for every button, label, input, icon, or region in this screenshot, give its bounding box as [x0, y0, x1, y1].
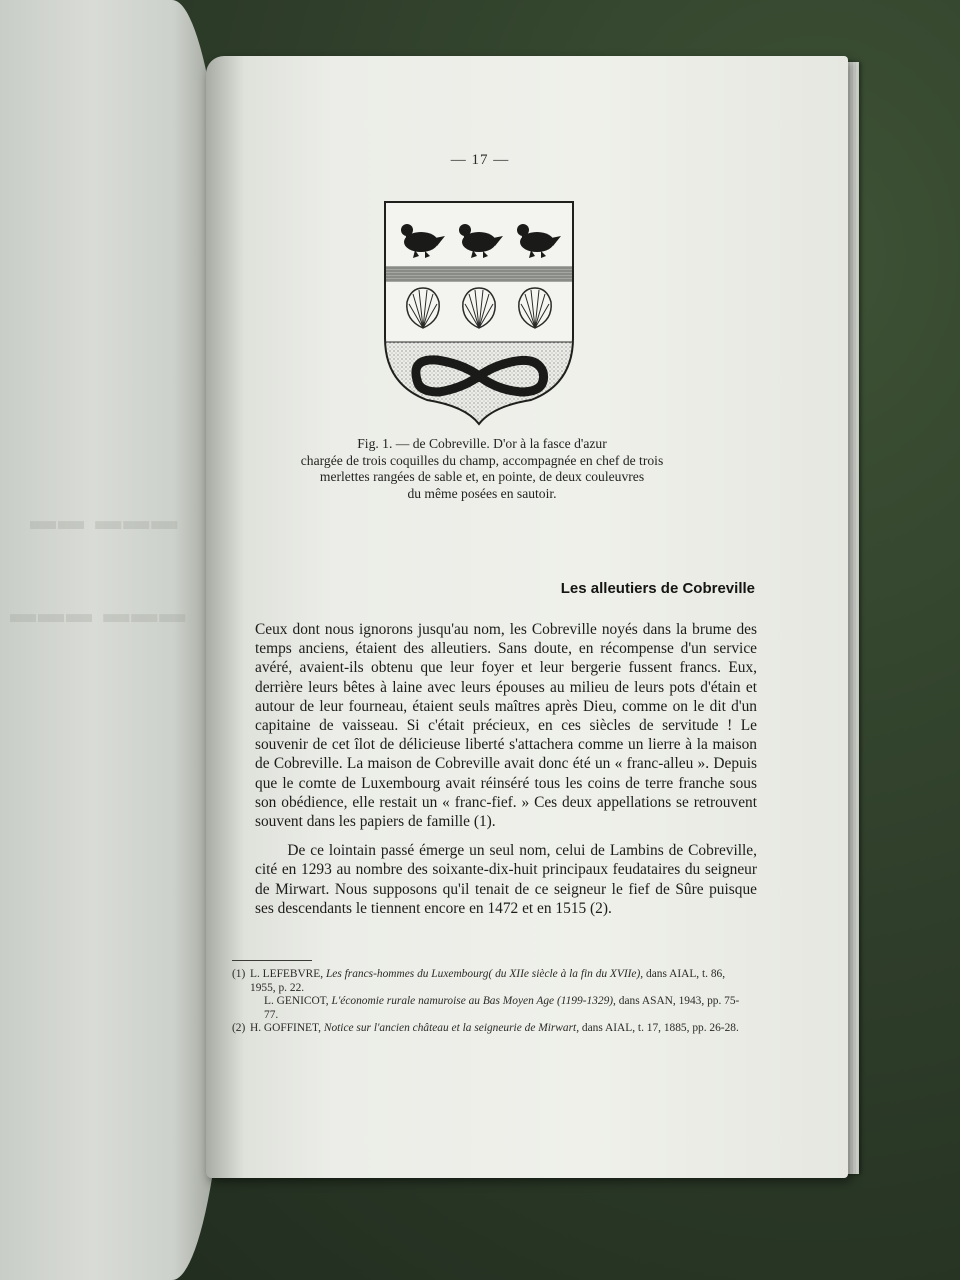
paragraph: De ce lointain passé émerge un seul nom, celui de Lambins de Cobreville, cité en 1293 au nombre des soixante-dix-huit principaux feudataires du seigneur de Mirwart. Nous supposons qu'il tenait de ce seigneur le fief de Sûre puisque ses descendants le tiennent encore en 1472 et en 1515 (2). — [255, 842, 757, 917]
footnote-marker: (1) — [232, 968, 246, 980]
page-number: — 17 — — [450, 152, 510, 168]
caption-line: Fig. 1. — de Cobreville. D'or à la fasce d'azur — [357, 436, 607, 451]
footnote-author: H. GOFFINET, — [250, 1022, 321, 1035]
figure-caption — [262, 436, 702, 502]
paragraph: Ceux dont nous ignorons jusqu'au nom, les Cobreville noyés dans la brume des temps anciens, étaient des alleutiers. Sans doute, en récompense d'un service avéré, avaient-ils obtenu que leur foyer et leur bergerie fussent francs. Eux, derrière leurs bêtes à laine avec leurs épouses au milieu de leurs pots d'étain et autour de leur fourneau, étaient seuls maîtres après Dieu, comme on le dit d'un capitaine de vaisseau. Si c'était précieux, en ces siècles de servitude ! Le souvenir de cet îlot de délicieuse liberté s'attachera comme un lierre à la maison de Cobreville. La maison de Cobreville avait donc été un « franc-alleu ». Depuis que le comte de Luxembourg avait réinséré tous les coins de terre franche sous son obédience, elle restait un « franc-fief. » Ces deux appellations se retrouvent souvent dans les papiers de famille (1). — [255, 621, 757, 831]
footnote-author: L. GENICOT, — [264, 995, 329, 1008]
caption-line: du même posées en sautoir. — [407, 485, 557, 501]
shield-base — [381, 342, 577, 428]
footnote-source: dans AIAL, t. 17, 1885, pp. 26-28. — [581, 1022, 739, 1035]
section-heading: Les alleutiers de Cobreville — [560, 580, 755, 597]
body-text — [255, 620, 757, 928]
footnote-1 — [232, 968, 752, 1022]
caption-line: merlettes rangées de sable et, en pointe, de deux couleuvres — [319, 469, 645, 484]
coat-of-arms — [381, 198, 577, 428]
footnote-2 — [232, 1022, 752, 1036]
footnote-source: dans AIAL, t. 86, 1955, p. 22. — [250, 968, 726, 994]
left-page — [0, 0, 232, 1280]
bleed-through-text: ▬▬▬ ▬▬▬ — [10, 598, 188, 628]
footnote-title: Notice sur l'ancien château et la seigneurie de Mirwart, — [323, 1022, 580, 1035]
footnote-title: L'économie rurale namuroise au Bas Moyen Age (1199-1329), — [331, 995, 616, 1008]
shield-fess — [381, 266, 577, 282]
footnote-source: dans ASAN, 1943, pp. 75-77. — [264, 995, 740, 1021]
bleed-through-text: ▬▬ ▬▬▬ — [30, 505, 180, 535]
footnote-divider — [232, 960, 312, 961]
footnotes — [232, 968, 752, 1036]
footnote-author: L. LEFEBVRE, — [250, 968, 324, 980]
caption-line: chargée de trois coquilles du champ, accompagnée en chef de trois — [300, 452, 664, 468]
footnote-marker: (2) — [232, 1022, 246, 1035]
footnote-title: Les francs-hommes du Luxembourg( du XIIe siècle à la fin du XVIIe), — [325, 968, 644, 980]
